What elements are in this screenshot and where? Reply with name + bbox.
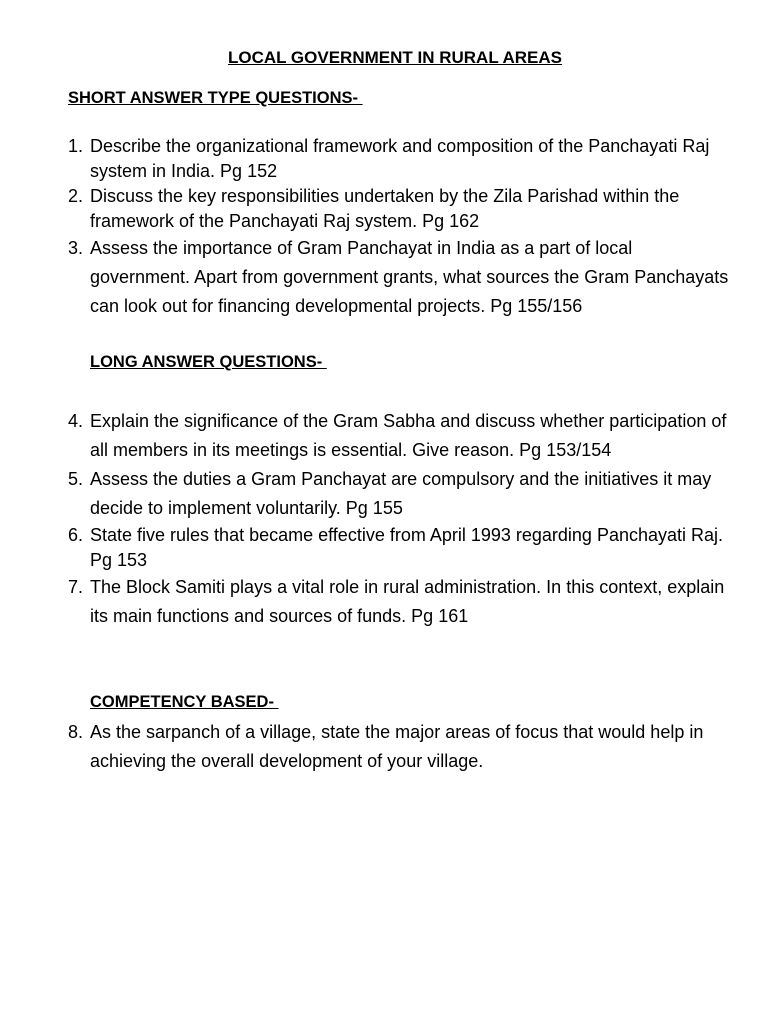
question-number: 1.	[68, 136, 84, 156]
question-number: 2.	[68, 186, 84, 206]
section-heading-competency-based: COMPETENCY BASED-	[90, 693, 279, 711]
section-heading-long-answer: LONG ANSWER QUESTIONS-	[90, 353, 327, 371]
competency-question-list	[0, 718, 730, 776]
question-item	[0, 234, 730, 321]
question-item	[0, 407, 730, 465]
question-text: State five rules that became effective from April 1993 regarding Panchayati Raj. Pg 153	[90, 525, 724, 570]
question-item	[0, 184, 730, 234]
question-text: Assess the duties a Gram Panchayat are compulsory and the initiatives it may decide to implement voluntarily. Pg 155	[90, 469, 712, 518]
question-item	[0, 523, 730, 573]
question-text: The Block Samiti plays a vital role in rural administration. In this context, explain its main functions and sources of funds. Pg 161	[90, 577, 725, 626]
question-text: Describe the organizational framework and composition of the Panchayati Raj system in India. Pg 152	[90, 136, 710, 181]
long-answer-question-list	[0, 407, 730, 631]
question-text: Assess the importance of Gram Panchayat in India as a part of local government. Apart from government grants, what sources the Gram Panchayats can look out for financing developmental projects. Pg 155/156	[90, 238, 729, 316]
question-number: 5.	[68, 469, 84, 489]
question-number: 8.	[68, 722, 84, 742]
question-number: 6.	[68, 525, 84, 545]
question-text: As the sarpanch of a village, state the major areas of focus that would help in achieving the overall development of your village.	[90, 722, 704, 771]
question-text: Discuss the key responsibilities undertaken by the Zila Parishad within the framework of the Panchayati Raj system. Pg 162	[90, 186, 680, 231]
question-text: Explain the significance of the Gram Sabha and discuss whether participation of all members in its meetings is essential. Give reason. Pg 153/154	[90, 411, 727, 460]
question-number: 7.	[68, 577, 84, 597]
question-item	[0, 718, 730, 776]
question-item	[0, 134, 730, 184]
question-number: 4.	[68, 411, 84, 431]
question-item	[0, 465, 730, 523]
short-answer-question-list	[0, 134, 730, 321]
question-number: 3.	[68, 238, 84, 258]
section-heading-short-answer: SHORT ANSWER TYPE QUESTIONS-	[68, 89, 363, 107]
question-item	[0, 573, 730, 631]
page-title: LOCAL GOVERNMENT IN RURAL AREAS	[227, 48, 563, 67]
